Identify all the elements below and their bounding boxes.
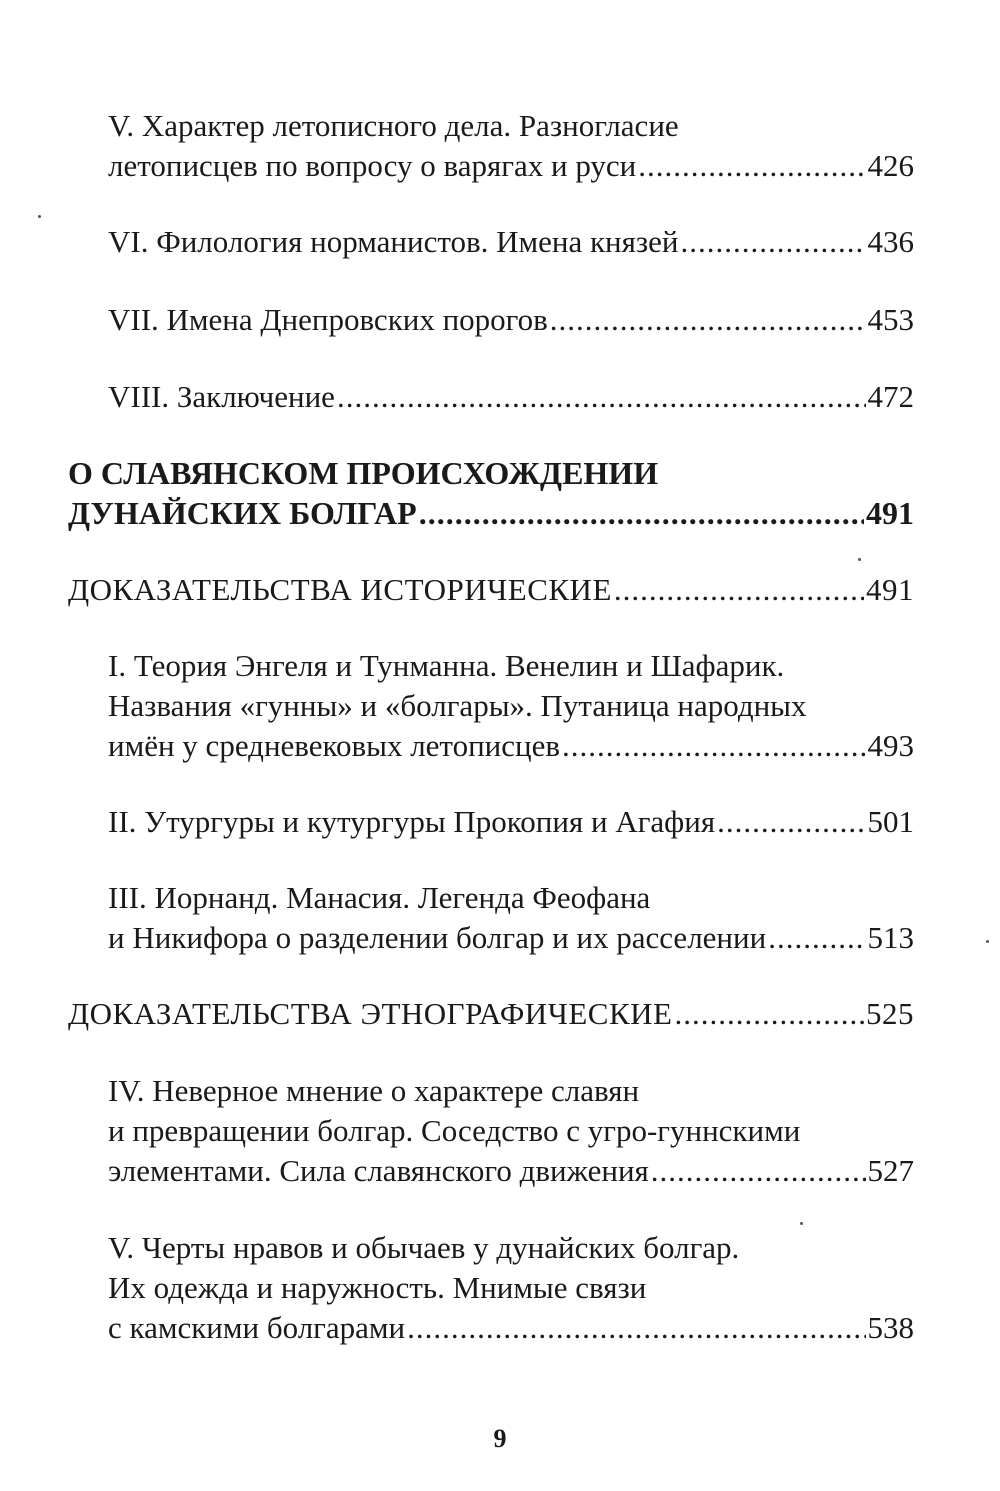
dot-leader <box>562 726 866 766</box>
dot-leader <box>419 493 864 533</box>
dot-leader <box>651 1151 866 1191</box>
toc-entry-i-engel <box>108 646 914 766</box>
dot-leader <box>768 918 865 958</box>
page-number: 513 <box>867 920 914 955</box>
toc-entry-text: имён у средневековых летописцев <box>108 728 560 763</box>
toc-entry-text: Их одежда и наружность. Мнимые связи <box>108 1270 647 1305</box>
toc-entry-text: V. Характер летописного дела. Разногласие <box>108 108 679 143</box>
toc-entry-text: IV. Неверное мнение о характере славян <box>108 1073 640 1108</box>
toc-entry-text: летописцев по вопросу о варягах и руси <box>108 148 637 183</box>
toc-entry-text: VI. Филология норманистов. Имена князей <box>108 224 679 259</box>
dot-leader <box>614 570 864 610</box>
toc-part-bulgars-origin <box>68 453 914 533</box>
toc-entry-text: и превращении болгар. Соседство с угро-гуннскими <box>108 1113 801 1148</box>
scan-speck <box>858 558 861 561</box>
dot-leader <box>674 994 864 1034</box>
dot-leader <box>681 222 866 262</box>
toc-entry-v-customs <box>108 1228 914 1348</box>
scan-speck <box>800 1222 803 1225</box>
toc-section-historical-evidence <box>68 570 914 610</box>
toc-entry-text: I. Теория Энгеля и Тунманна. Венелин и Шафарик. <box>108 648 785 683</box>
toc-section-title: ДОКАЗАТЕЛЬСТВА ЭТНОГРАФИЧЕСКИЕ <box>68 996 673 1031</box>
toc-part-title: О СЛАВЯНСКОМ ПРОИСХОЖДЕНИИ <box>68 455 659 491</box>
scan-speck <box>986 940 989 943</box>
dot-leader <box>638 146 865 186</box>
page-number: 472 <box>867 379 914 414</box>
page-number: 493 <box>867 728 914 763</box>
page-number: 527 <box>867 1153 914 1188</box>
page-number: 436 <box>867 224 914 259</box>
page-number: 426 <box>867 148 914 183</box>
page-number: 491 <box>866 572 914 607</box>
dot-leader <box>550 300 866 340</box>
toc-entry-vii-rapids <box>108 300 914 340</box>
toc-part-title: ДУНАЙСКИХ БОЛГАР <box>68 495 417 531</box>
toc-entry-iv-opinion <box>108 1071 914 1191</box>
dot-leader <box>407 1308 865 1348</box>
dot-leader <box>337 377 866 417</box>
page-number: 501 <box>867 804 914 839</box>
scan-speck <box>38 215 41 218</box>
toc-entry-text: Названия «гунны» и «болгары». Путаница народных <box>108 688 807 723</box>
folio-page-number: 9 <box>493 1424 507 1453</box>
toc-entry-ii-utigurs <box>108 802 914 842</box>
toc-entry-text: VII. Имена Днепровских порогов <box>108 302 548 337</box>
toc-entry-text: элементами. Сила славянского движения <box>108 1153 649 1188</box>
page-number: 491 <box>866 495 914 531</box>
toc-entry-text: II. Утургуры и кутургуры Прокопия и Агафия <box>108 804 716 839</box>
page-number: 538 <box>867 1310 914 1345</box>
page-number: 453 <box>867 302 914 337</box>
toc-entry-v-chronicle <box>108 106 914 186</box>
toc-entry-viii-conclusion <box>108 377 914 417</box>
toc-entry-text: VIII. Заключение <box>108 379 335 414</box>
toc-entry-vi-philology <box>108 222 914 262</box>
toc-section-title: ДОКАЗАТЕЛЬСТВА ИСТОРИЧЕСКИЕ <box>68 572 612 607</box>
toc-entry-iii-jordanes <box>108 878 914 958</box>
toc-entry-text: III. Иорнанд. Манасия. Легенда Феофана <box>108 880 651 915</box>
toc-entry-text: с камскими болгарами <box>108 1310 406 1345</box>
toc-section-ethnographic-evidence <box>68 994 914 1034</box>
page-number: 525 <box>866 996 914 1031</box>
toc-entry-text: V. Черты нравов и обычаев у дунайских болгар. <box>108 1230 740 1265</box>
dot-leader <box>717 802 865 842</box>
toc-entry-text: и Никифора о разделении болгар и их расселении <box>108 920 767 955</box>
